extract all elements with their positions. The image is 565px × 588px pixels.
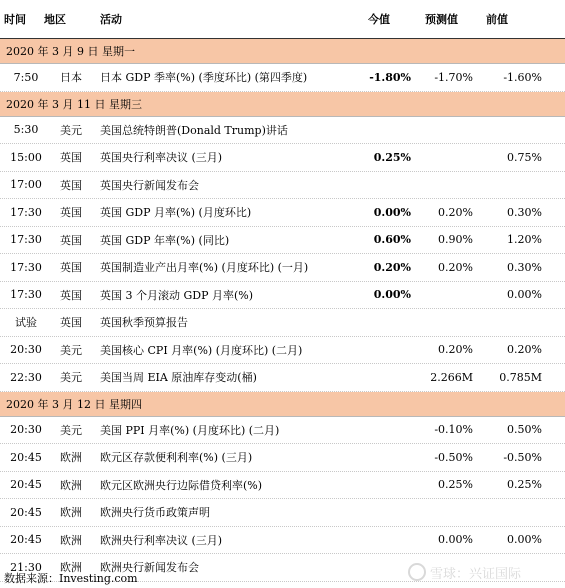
cell-time: 20:45 xyxy=(10,478,42,492)
cell-region: 美元 xyxy=(60,123,82,137)
cell-region: 欧洲 xyxy=(60,533,82,547)
cell-previous: 0.00% xyxy=(507,288,542,302)
cell-region: 英国 xyxy=(60,151,82,165)
cell-event: 美国总统特朗普(Donald Trump)讲话 xyxy=(100,123,288,137)
cell-forecast xyxy=(418,117,473,144)
header-forecast: 预测值 xyxy=(425,13,458,26)
cell-forecast: 0.90% xyxy=(438,233,473,247)
cell-time: 7:50 xyxy=(13,70,39,84)
cell-region: 欧洲 xyxy=(60,561,82,575)
cell-time: 17:00 xyxy=(10,178,42,192)
cell-event: 日本 GDP 季率(%) (季度环比) (第四季度) xyxy=(100,71,308,85)
cell-time: 试验 xyxy=(15,316,37,330)
date-label: 2020 年 3 月 12 日 星期四 xyxy=(6,397,142,411)
cell-time: 20:30 xyxy=(10,343,42,357)
table-row xyxy=(0,444,565,472)
cell-forecast xyxy=(418,499,473,526)
cell-event: 英国央行利率决议 (三月) xyxy=(100,151,223,165)
cell-event: 美国 PPI 月率(%) (月度环比) (二月) xyxy=(100,423,280,437)
cell-time: 21:30 xyxy=(10,560,42,574)
cell-region: 欧洲 xyxy=(60,478,82,492)
snowball-logo-icon xyxy=(408,563,426,581)
cell-actual xyxy=(375,472,411,499)
cell-event: 欧洲央行利率决议 (三月) xyxy=(100,533,223,547)
cell-actual xyxy=(375,417,411,444)
cell-actual xyxy=(375,309,411,336)
header-previous: 前值 xyxy=(486,13,508,26)
cell-event: 英国秋季预算报告 xyxy=(100,316,188,330)
date-label: 2020 年 3 月 11 日 星期三 xyxy=(6,97,142,111)
header-actual: 今值 xyxy=(368,13,390,26)
cell-region: 欧洲 xyxy=(60,451,82,465)
table-row xyxy=(0,227,565,255)
cell-previous: 0.50% xyxy=(507,423,542,437)
cell-actual: 0.25% xyxy=(373,150,411,164)
cell-actual xyxy=(375,527,411,554)
table-row xyxy=(0,364,565,392)
cell-event: 欧元区欧洲央行边际借贷利率(%) xyxy=(100,478,263,492)
cell-forecast: 0.20% xyxy=(438,260,473,274)
cell-region: 美元 xyxy=(60,371,82,385)
cell-event: 英国 GDP 月率(%) (月度环比) xyxy=(100,206,252,220)
cell-previous: 0.25% xyxy=(507,478,542,492)
table-row xyxy=(0,254,565,282)
cell-actual: 0.60% xyxy=(373,233,411,247)
watermark-text: 雪球：兴证国际 xyxy=(430,566,522,582)
table-row xyxy=(0,499,565,527)
cell-previous xyxy=(480,499,542,526)
table-row xyxy=(0,472,565,500)
cell-actual xyxy=(375,364,411,391)
cell-previous: 0.30% xyxy=(507,205,542,219)
date-row xyxy=(0,39,565,64)
cell-forecast xyxy=(418,144,473,171)
cell-previous xyxy=(480,117,542,144)
cell-time: 17:30 xyxy=(10,233,42,247)
table-row xyxy=(0,309,565,337)
cell-previous: 0.00% xyxy=(507,533,542,547)
cell-previous xyxy=(480,172,542,199)
cell-actual xyxy=(375,172,411,199)
cell-region: 美元 xyxy=(60,423,82,437)
cell-time: 17:30 xyxy=(10,260,42,274)
cell-previous: -1.60% xyxy=(503,70,542,84)
cell-region: 英国 xyxy=(60,316,82,330)
cell-time: 20:30 xyxy=(10,423,42,437)
table-row xyxy=(0,64,565,92)
watermark xyxy=(408,560,558,584)
cell-forecast: 0.20% xyxy=(438,343,473,357)
cell-event: 美国核心 CPI 月率(%) (月度环比) (二月) xyxy=(100,343,303,357)
cell-region: 欧洲 xyxy=(60,506,82,520)
table-row xyxy=(0,144,565,172)
table-row xyxy=(0,282,565,310)
date-label: 2020 年 3 月 9 日 星期一 xyxy=(6,45,135,58)
cell-previous: 0.30% xyxy=(507,260,542,274)
cell-time: 17:30 xyxy=(10,205,42,219)
cell-actual xyxy=(375,337,411,364)
cell-region: 英国 xyxy=(60,288,82,302)
cell-event: 英国央行新闻发布会 xyxy=(100,178,199,192)
cell-event: 英国 GDP 年率(%) (同比) xyxy=(100,233,230,247)
header-time: 时间 xyxy=(4,13,26,26)
cell-event: 美国当周 EIA 原油库存变动(桶) xyxy=(100,371,257,385)
cell-region: 美元 xyxy=(60,343,82,357)
cell-actual xyxy=(375,117,411,144)
cell-event: 欧元区存款便利利率(%) (三月) xyxy=(100,451,253,465)
cell-forecast: 2.266M xyxy=(430,370,473,384)
cell-forecast: 0.20% xyxy=(438,205,473,219)
cell-time: 20:45 xyxy=(10,505,42,519)
header-event: 活动 xyxy=(100,13,122,26)
cell-actual xyxy=(375,444,411,471)
table-row xyxy=(0,527,565,555)
cell-previous: 0.20% xyxy=(507,343,542,357)
cell-actual: 0.00% xyxy=(373,288,411,302)
cell-actual: 0.00% xyxy=(373,205,411,219)
cell-previous: -0.50% xyxy=(503,450,542,464)
cell-forecast: -0.50% xyxy=(434,450,473,464)
cell-event: 英国制造业产出月率(%) (月度环比) (一月) xyxy=(100,261,309,275)
cell-time: 15:00 xyxy=(10,150,42,164)
cell-previous: 0.75% xyxy=(507,150,542,164)
table-body xyxy=(0,39,565,582)
table-row xyxy=(0,172,565,200)
cell-previous: 0.785M xyxy=(499,370,542,384)
cell-forecast: -1.70% xyxy=(434,70,473,84)
cell-region: 英国 xyxy=(60,261,82,275)
cell-forecast xyxy=(418,172,473,199)
header-region: 地区 xyxy=(44,13,66,26)
table-row xyxy=(0,417,565,445)
cell-forecast: 0.25% xyxy=(438,478,473,492)
cell-time: 22:30 xyxy=(10,370,42,384)
cell-forecast: -0.10% xyxy=(434,423,473,437)
cell-actual: -1.80% xyxy=(369,70,411,84)
table-row xyxy=(0,117,565,145)
cell-time: 5:30 xyxy=(13,123,39,137)
cell-time: 20:45 xyxy=(10,450,42,464)
cell-forecast xyxy=(418,309,473,336)
cell-previous: 1.20% xyxy=(507,233,542,247)
cell-forecast xyxy=(418,282,473,309)
cell-region: 日本 xyxy=(60,71,82,85)
cell-time: 17:30 xyxy=(10,288,42,302)
date-row xyxy=(0,392,565,417)
cell-time: 20:45 xyxy=(10,533,42,547)
cell-actual: 0.20% xyxy=(373,260,411,274)
cell-forecast: 0.00% xyxy=(438,533,473,547)
table-row xyxy=(0,337,565,365)
date-row xyxy=(0,92,565,117)
cell-actual xyxy=(375,499,411,526)
cell-region: 英国 xyxy=(60,206,82,220)
cell-region: 英国 xyxy=(60,233,82,247)
cell-event: 欧洲央行货币政策声明 xyxy=(100,506,210,520)
cell-previous xyxy=(480,309,542,336)
cell-event: 欧洲央行新闻发布会 xyxy=(100,561,199,575)
data-source: 数据来源：Investing.com xyxy=(4,572,138,585)
table-header xyxy=(0,0,565,39)
cell-actual xyxy=(375,554,411,581)
cell-region: 英国 xyxy=(60,178,82,192)
table-row xyxy=(0,199,565,227)
cell-event: 英国 3 个月滚动 GDP 月率(%) xyxy=(100,288,254,302)
